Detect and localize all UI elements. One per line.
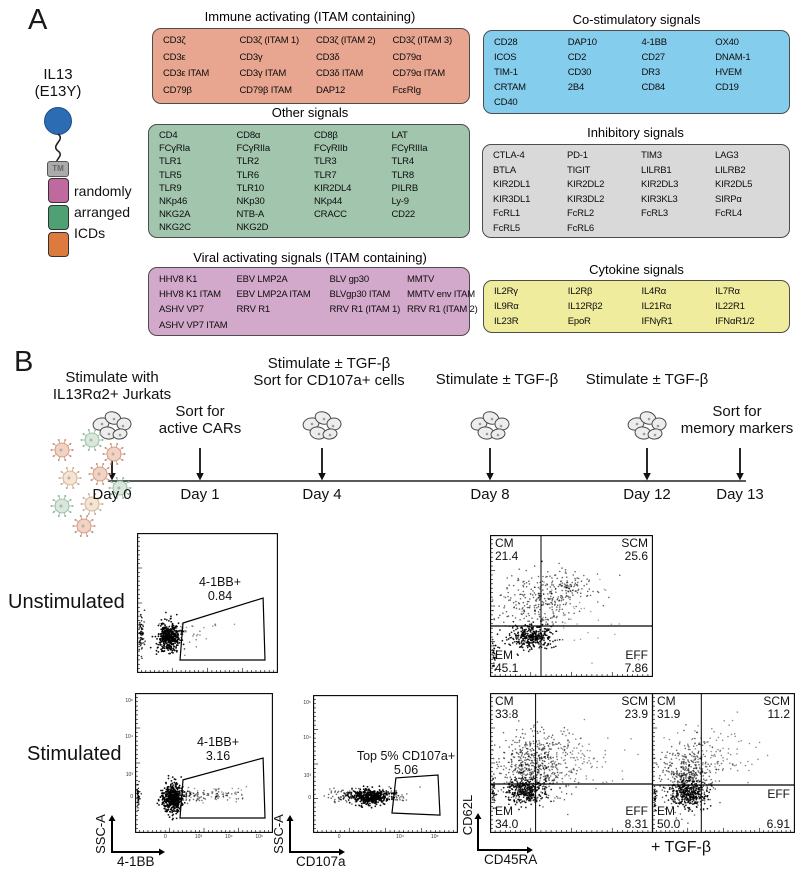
timeline-note-line: Stimulate ± TGF-β bbox=[267, 355, 391, 372]
domain-box-title-other-signals: Other signals bbox=[271, 105, 349, 120]
icd-annotation-line3: ICDs bbox=[74, 225, 106, 241]
domain-box-title-inhibitory: Inhibitory signals bbox=[587, 125, 684, 140]
domain-item: Ly-9 bbox=[391, 196, 409, 208]
quadrant-value: 33.8 bbox=[495, 707, 519, 721]
domain-box-title-viral-activating: Viral activating signals (ITAM containing) bbox=[193, 250, 427, 265]
domain-item: RRV R1 (ITAM 2) bbox=[407, 304, 478, 316]
panel-a-label: A bbox=[28, 4, 48, 36]
domain-item: DAP10 bbox=[567, 37, 597, 48]
ligand-name-line1: IL13 bbox=[43, 66, 73, 83]
car-library-cells-icon bbox=[51, 429, 132, 537]
icd-annotation-line2: arranged bbox=[74, 204, 131, 220]
x-tick-label: 0 bbox=[337, 834, 341, 840]
domain-item: FcRL3 bbox=[641, 208, 668, 220]
domain-item: FcRL1 bbox=[493, 208, 520, 220]
domain-item: FcRL4 bbox=[715, 208, 742, 220]
domain-box-title-cytokine: Cytokine signals bbox=[589, 262, 684, 277]
quadrant-value: 31.9 bbox=[657, 707, 681, 721]
domain-item: TIM3 bbox=[641, 150, 662, 161]
domain-item: CD3ζ (ITAM 3) bbox=[392, 35, 452, 46]
gate-label-stim-41bb bbox=[175, 735, 261, 763]
domain-item: CRTAM bbox=[494, 82, 526, 93]
domain-item: 4-1BB bbox=[641, 37, 667, 48]
domain-item: CD79α ITAM bbox=[392, 68, 445, 79]
domain-item: OX40 bbox=[715, 37, 739, 48]
domain-item: SIRPα bbox=[715, 193, 742, 205]
timeline-note-line: Sort for CD107a+ cells bbox=[253, 371, 405, 389]
x-axis-label-cd107a: CD107a bbox=[296, 854, 346, 869]
gate-value: 3.16 bbox=[205, 749, 231, 763]
domain-item: NKp46 bbox=[159, 196, 188, 208]
day-label: Day 8 bbox=[470, 486, 510, 503]
quadrant-name: SCM bbox=[763, 694, 790, 708]
tgfb-caption: + TGF-β bbox=[651, 839, 712, 856]
row-label-stimulated: Stimulated bbox=[27, 743, 122, 765]
domain-item: CD3ζ (ITAM 1) bbox=[239, 35, 299, 46]
y-tick-label: 10⁴ bbox=[303, 735, 311, 742]
timeline-note-line: active CARs bbox=[158, 419, 242, 437]
domain-item: CD79β bbox=[163, 84, 192, 96]
domain-item: ASHV VP7 ITAM bbox=[159, 319, 228, 331]
quadrant-value: 8.31 bbox=[624, 817, 648, 831]
domain-item: IL7Rα bbox=[715, 286, 740, 297]
domain-item: HHV8 K1 ITAM bbox=[159, 289, 221, 301]
quadrant-value: 11.2 bbox=[767, 707, 790, 721]
y-tick-label: 10⁴ bbox=[125, 734, 133, 741]
domain-item: CD3ε bbox=[163, 51, 186, 63]
quadrant-value: 21.4 bbox=[495, 549, 519, 563]
quadrant-value: 34.0 bbox=[495, 817, 519, 831]
x-tick-label: 10⁵ bbox=[255, 834, 263, 840]
flow-plot-canvas bbox=[135, 693, 273, 833]
day-label: Day 0 bbox=[92, 486, 132, 503]
domain-item: ASHV VP7 bbox=[159, 304, 204, 316]
domain-item: TLR3 bbox=[314, 156, 337, 168]
flow-plot-u2 bbox=[490, 535, 653, 677]
domain-item: PILRB bbox=[391, 182, 418, 194]
domain-item: CD79β ITAM bbox=[239, 84, 292, 96]
quadrant-value: 7.86 bbox=[624, 661, 648, 675]
domain-item: IL2Rγ bbox=[494, 286, 518, 297]
domain-item: IL22R1 bbox=[715, 300, 745, 312]
domain-item: CD8α bbox=[236, 130, 261, 141]
flow-plot-s3 bbox=[490, 693, 653, 833]
domain-item: FCγRIIa bbox=[236, 143, 270, 155]
timeline-note bbox=[241, 356, 417, 389]
domain-item: BTLA bbox=[493, 164, 516, 176]
day-label: Day 4 bbox=[302, 486, 342, 503]
domain-item: LAG3 bbox=[715, 150, 739, 161]
domain-item: NTB-A bbox=[236, 209, 265, 221]
quadrant-label-CM bbox=[495, 537, 518, 563]
flow-plot-s4 bbox=[652, 693, 795, 833]
domain-item: TLR7 bbox=[314, 169, 337, 181]
domain-item: CD3γ bbox=[239, 51, 263, 63]
domain-item: KIR2DL2 bbox=[567, 179, 605, 191]
flow-plot-s1 bbox=[135, 693, 273, 833]
domain-item: TLR5 bbox=[159, 169, 182, 181]
domain-item: KIR2DL1 bbox=[493, 179, 531, 191]
domain-item: ICOS bbox=[494, 52, 517, 63]
timeline-note bbox=[24, 370, 200, 403]
domain-item: EBV LMP2A bbox=[236, 274, 288, 285]
domain-item: TLR8 bbox=[391, 169, 414, 181]
domain-item: 2B4 bbox=[567, 82, 585, 93]
domain-item: IL4Rα bbox=[641, 286, 667, 297]
x-tick-label: 0 bbox=[163, 834, 167, 840]
quadrant-name: CM bbox=[495, 694, 514, 708]
y-axis-label-ssca-2: SSC-A bbox=[271, 814, 286, 854]
gate-label-unstim-41bb bbox=[177, 575, 263, 603]
quadrant-value: 23.9 bbox=[624, 707, 648, 721]
domain-item: CD3δ ITAM bbox=[316, 68, 364, 79]
panel-b-label: B bbox=[14, 346, 34, 378]
domain-item: FCγRIIb bbox=[314, 143, 348, 155]
cells-icon bbox=[470, 410, 509, 441]
domain-item: TIM-1 bbox=[494, 67, 518, 78]
day-label: Day 12 bbox=[623, 486, 671, 503]
domain-item: NKG2A bbox=[159, 209, 191, 221]
domain-item: IL9Rα bbox=[494, 300, 519, 312]
domain-item: CD2 bbox=[567, 52, 587, 63]
domain-item: LAT bbox=[391, 130, 408, 141]
domain-item: CD3δ bbox=[316, 51, 340, 63]
domain-item: FcRL6 bbox=[567, 222, 594, 234]
y-tick-label: 10³ bbox=[303, 772, 311, 779]
flow-plot-canvas bbox=[137, 533, 278, 673]
quadrant-value: 45.1 bbox=[495, 661, 519, 675]
domain-item: IL21Rα bbox=[641, 300, 672, 312]
domain-item: LILRB2 bbox=[715, 164, 746, 176]
domain-item: MMTV env ITAM bbox=[407, 289, 475, 301]
gate-label-stim-cd107a bbox=[350, 749, 462, 777]
domain-item: CD19 bbox=[715, 82, 739, 93]
domain-item: KIR2DL5 bbox=[715, 179, 753, 191]
quadrant-label-EFF bbox=[625, 805, 648, 831]
quadrant-name: EM bbox=[657, 804, 675, 818]
domain-item: CTLA-4 bbox=[493, 150, 525, 161]
domain-item: IFNαR1/2 bbox=[715, 315, 755, 327]
domain-item: CD3ε ITAM bbox=[163, 68, 210, 79]
y-tick-label: 10⁵ bbox=[125, 697, 133, 704]
y-tick-label: 10³ bbox=[125, 771, 133, 778]
domain-item: LILRB1 bbox=[641, 164, 672, 176]
y-axis-label-cd62l: CD62L bbox=[460, 794, 475, 836]
domain-item: CD30 bbox=[567, 67, 592, 78]
day-label: Day 1 bbox=[180, 486, 220, 503]
timeline-note bbox=[112, 404, 288, 437]
domain-item: DR3 bbox=[641, 67, 660, 78]
cells-icon bbox=[302, 410, 341, 441]
domain-item: KIR3KL3 bbox=[641, 193, 678, 205]
quadrant-label-CM bbox=[495, 695, 518, 721]
domain-box-title-costimulatory: Co-stimulatory signals bbox=[572, 12, 701, 27]
domain-item: CD8β bbox=[314, 130, 338, 141]
domain-item: KIR3DL2 bbox=[567, 193, 605, 205]
domain-item: FcRL2 bbox=[567, 208, 594, 220]
domain-item: FCγRIa bbox=[159, 143, 190, 155]
timeline-note-line: Stimulate with bbox=[65, 369, 159, 386]
domain-item: HHV8 K1 bbox=[159, 274, 198, 285]
row-label-unstimulated: Unstimulated bbox=[8, 591, 125, 613]
timeline-note-line: memory markers bbox=[680, 419, 794, 437]
quadrant-label-EM bbox=[657, 805, 680, 831]
quadrant-value: 25.6 bbox=[624, 549, 648, 563]
domain-item: EBV LMP2A ITAM bbox=[236, 289, 311, 301]
domain-item: TLR1 bbox=[159, 156, 182, 168]
domain-item: NKp30 bbox=[236, 196, 265, 208]
domain-item: CD84 bbox=[641, 82, 665, 93]
x-axis-label-41bb: 4-1BB bbox=[117, 854, 155, 869]
quadrant-name: CM bbox=[657, 694, 676, 708]
domain-item: CD40 bbox=[494, 97, 518, 108]
day-label: Day 13 bbox=[716, 486, 764, 503]
timeline-note-line: Stimulate ± TGF-β bbox=[585, 371, 709, 388]
domain-item: PD-1 bbox=[567, 150, 588, 161]
domain-item: CD3ζ (ITAM 2) bbox=[316, 35, 376, 46]
quadrant-value: 50.0 bbox=[657, 817, 681, 831]
domain-item: TIGIT bbox=[567, 164, 591, 176]
domain-item: DAP12 bbox=[316, 84, 346, 96]
gate-name: 4-1BB+ bbox=[198, 575, 242, 589]
domain-item: KIR3DL1 bbox=[493, 193, 531, 205]
domain-item: IL2Rβ bbox=[567, 286, 593, 297]
gate-name: Top 5% CD107a+ bbox=[356, 749, 456, 763]
quadrant-label-SCM bbox=[763, 695, 790, 721]
quadrant-label-EM bbox=[495, 649, 518, 675]
domain-item: FcεRIg bbox=[392, 84, 421, 96]
domain-item: TLR9 bbox=[159, 182, 182, 194]
gate-value: 5.06 bbox=[393, 763, 419, 777]
gate-value: 0.84 bbox=[207, 589, 233, 603]
quadrant-name: SCM bbox=[621, 694, 648, 708]
quadrant-name: EM bbox=[495, 648, 513, 662]
x-tick-label: 10⁵ bbox=[430, 834, 439, 840]
x-tick-label: 10³ bbox=[194, 834, 203, 840]
domain-item: KIR2DL4 bbox=[314, 182, 352, 194]
quadrant-label-SCM bbox=[621, 537, 648, 563]
domain-item: CRACC bbox=[314, 209, 347, 221]
domain-item: CD27 bbox=[641, 52, 665, 63]
y-tick-label: 10⁵ bbox=[303, 699, 311, 706]
domain-item: RRV R1 (ITAM 1) bbox=[329, 304, 401, 316]
domain-item: NKp44 bbox=[314, 196, 343, 208]
y-axis-label-ssca-1: SSC-A bbox=[93, 814, 108, 854]
quadrant-name: CM bbox=[495, 536, 514, 550]
domain-item: BLVgp30 ITAM bbox=[329, 289, 391, 301]
domain-item: TLR10 bbox=[236, 182, 265, 194]
ligand-name-line2: (E13Y) bbox=[34, 83, 82, 100]
domain-item: TLR2 bbox=[236, 156, 259, 168]
quadrant-name: EFF bbox=[625, 648, 648, 662]
quadrant-label-EFF bbox=[625, 649, 648, 675]
domain-item: IL12Rβ2 bbox=[567, 300, 603, 312]
domain-item: FCγRIIIa bbox=[391, 143, 428, 155]
quadrant-name: EM bbox=[495, 804, 513, 818]
domain-box-title-immune-activating: Immune activating (ITAM containing) bbox=[204, 9, 416, 24]
timeline-note-line: Stimulate ± TGF-β bbox=[435, 371, 559, 388]
domain-item: CD3γ ITAM bbox=[239, 68, 287, 79]
timeline-note-line: Sort for bbox=[175, 403, 225, 420]
domain-item: FcRL5 bbox=[493, 222, 520, 234]
domain-item: EpoR bbox=[567, 315, 591, 327]
icd-annotation-line1: randomly bbox=[74, 183, 132, 199]
quadrant-label-SCM bbox=[621, 695, 648, 721]
domain-item: RRV R1 bbox=[236, 304, 270, 316]
domain-item: MMTV bbox=[407, 274, 435, 285]
domain-item: TLR4 bbox=[391, 156, 414, 168]
quadrant-name-EFF: EFF bbox=[767, 786, 790, 801]
quadrant-label-CM bbox=[657, 695, 680, 721]
domain-item: CD4 bbox=[159, 130, 178, 141]
y-tick-label: 0 bbox=[130, 794, 133, 801]
domain-item: CD22 bbox=[391, 209, 415, 221]
domain-item: IL23R bbox=[494, 315, 519, 327]
quadrant-value-EFF: 6.91 bbox=[766, 817, 790, 831]
quadrant-label-EM bbox=[495, 805, 518, 831]
quadrant-name: EFF bbox=[625, 804, 648, 818]
tm-domain-box: TM bbox=[47, 161, 69, 177]
domain-item: NKG2C bbox=[159, 222, 191, 234]
domain-item: CD79α bbox=[392, 51, 422, 63]
timeline-note bbox=[649, 404, 797, 437]
x-axis-label-cd45ra: CD45RA bbox=[484, 852, 538, 867]
domain-item: HVEM bbox=[715, 67, 742, 78]
domain-item: DNAM-1 bbox=[715, 52, 751, 63]
domain-item: TLR6 bbox=[236, 169, 259, 181]
timeline-note bbox=[559, 372, 735, 389]
domain-item: IFNγR1 bbox=[641, 315, 673, 327]
domain-item: NKG2D bbox=[236, 222, 269, 234]
timeline-note-line: Sort for bbox=[712, 403, 762, 420]
flow-plot-u1 bbox=[137, 533, 278, 673]
x-tick-label: 10⁴ bbox=[396, 834, 404, 840]
quadrant-name: SCM bbox=[621, 536, 648, 550]
gate-name: 4-1BB+ bbox=[196, 735, 240, 749]
domain-item: BLV gp30 bbox=[329, 274, 369, 285]
domain-item: KIR2DL3 bbox=[641, 179, 679, 191]
y-tick-label: 0 bbox=[308, 794, 311, 801]
domain-item: CD28 bbox=[494, 37, 518, 48]
timeline-note-line: IL13Rα2+ Jurkats bbox=[52, 385, 172, 403]
x-tick-label: 10⁴ bbox=[224, 834, 233, 840]
domain-item: CD3ζ bbox=[163, 35, 186, 46]
